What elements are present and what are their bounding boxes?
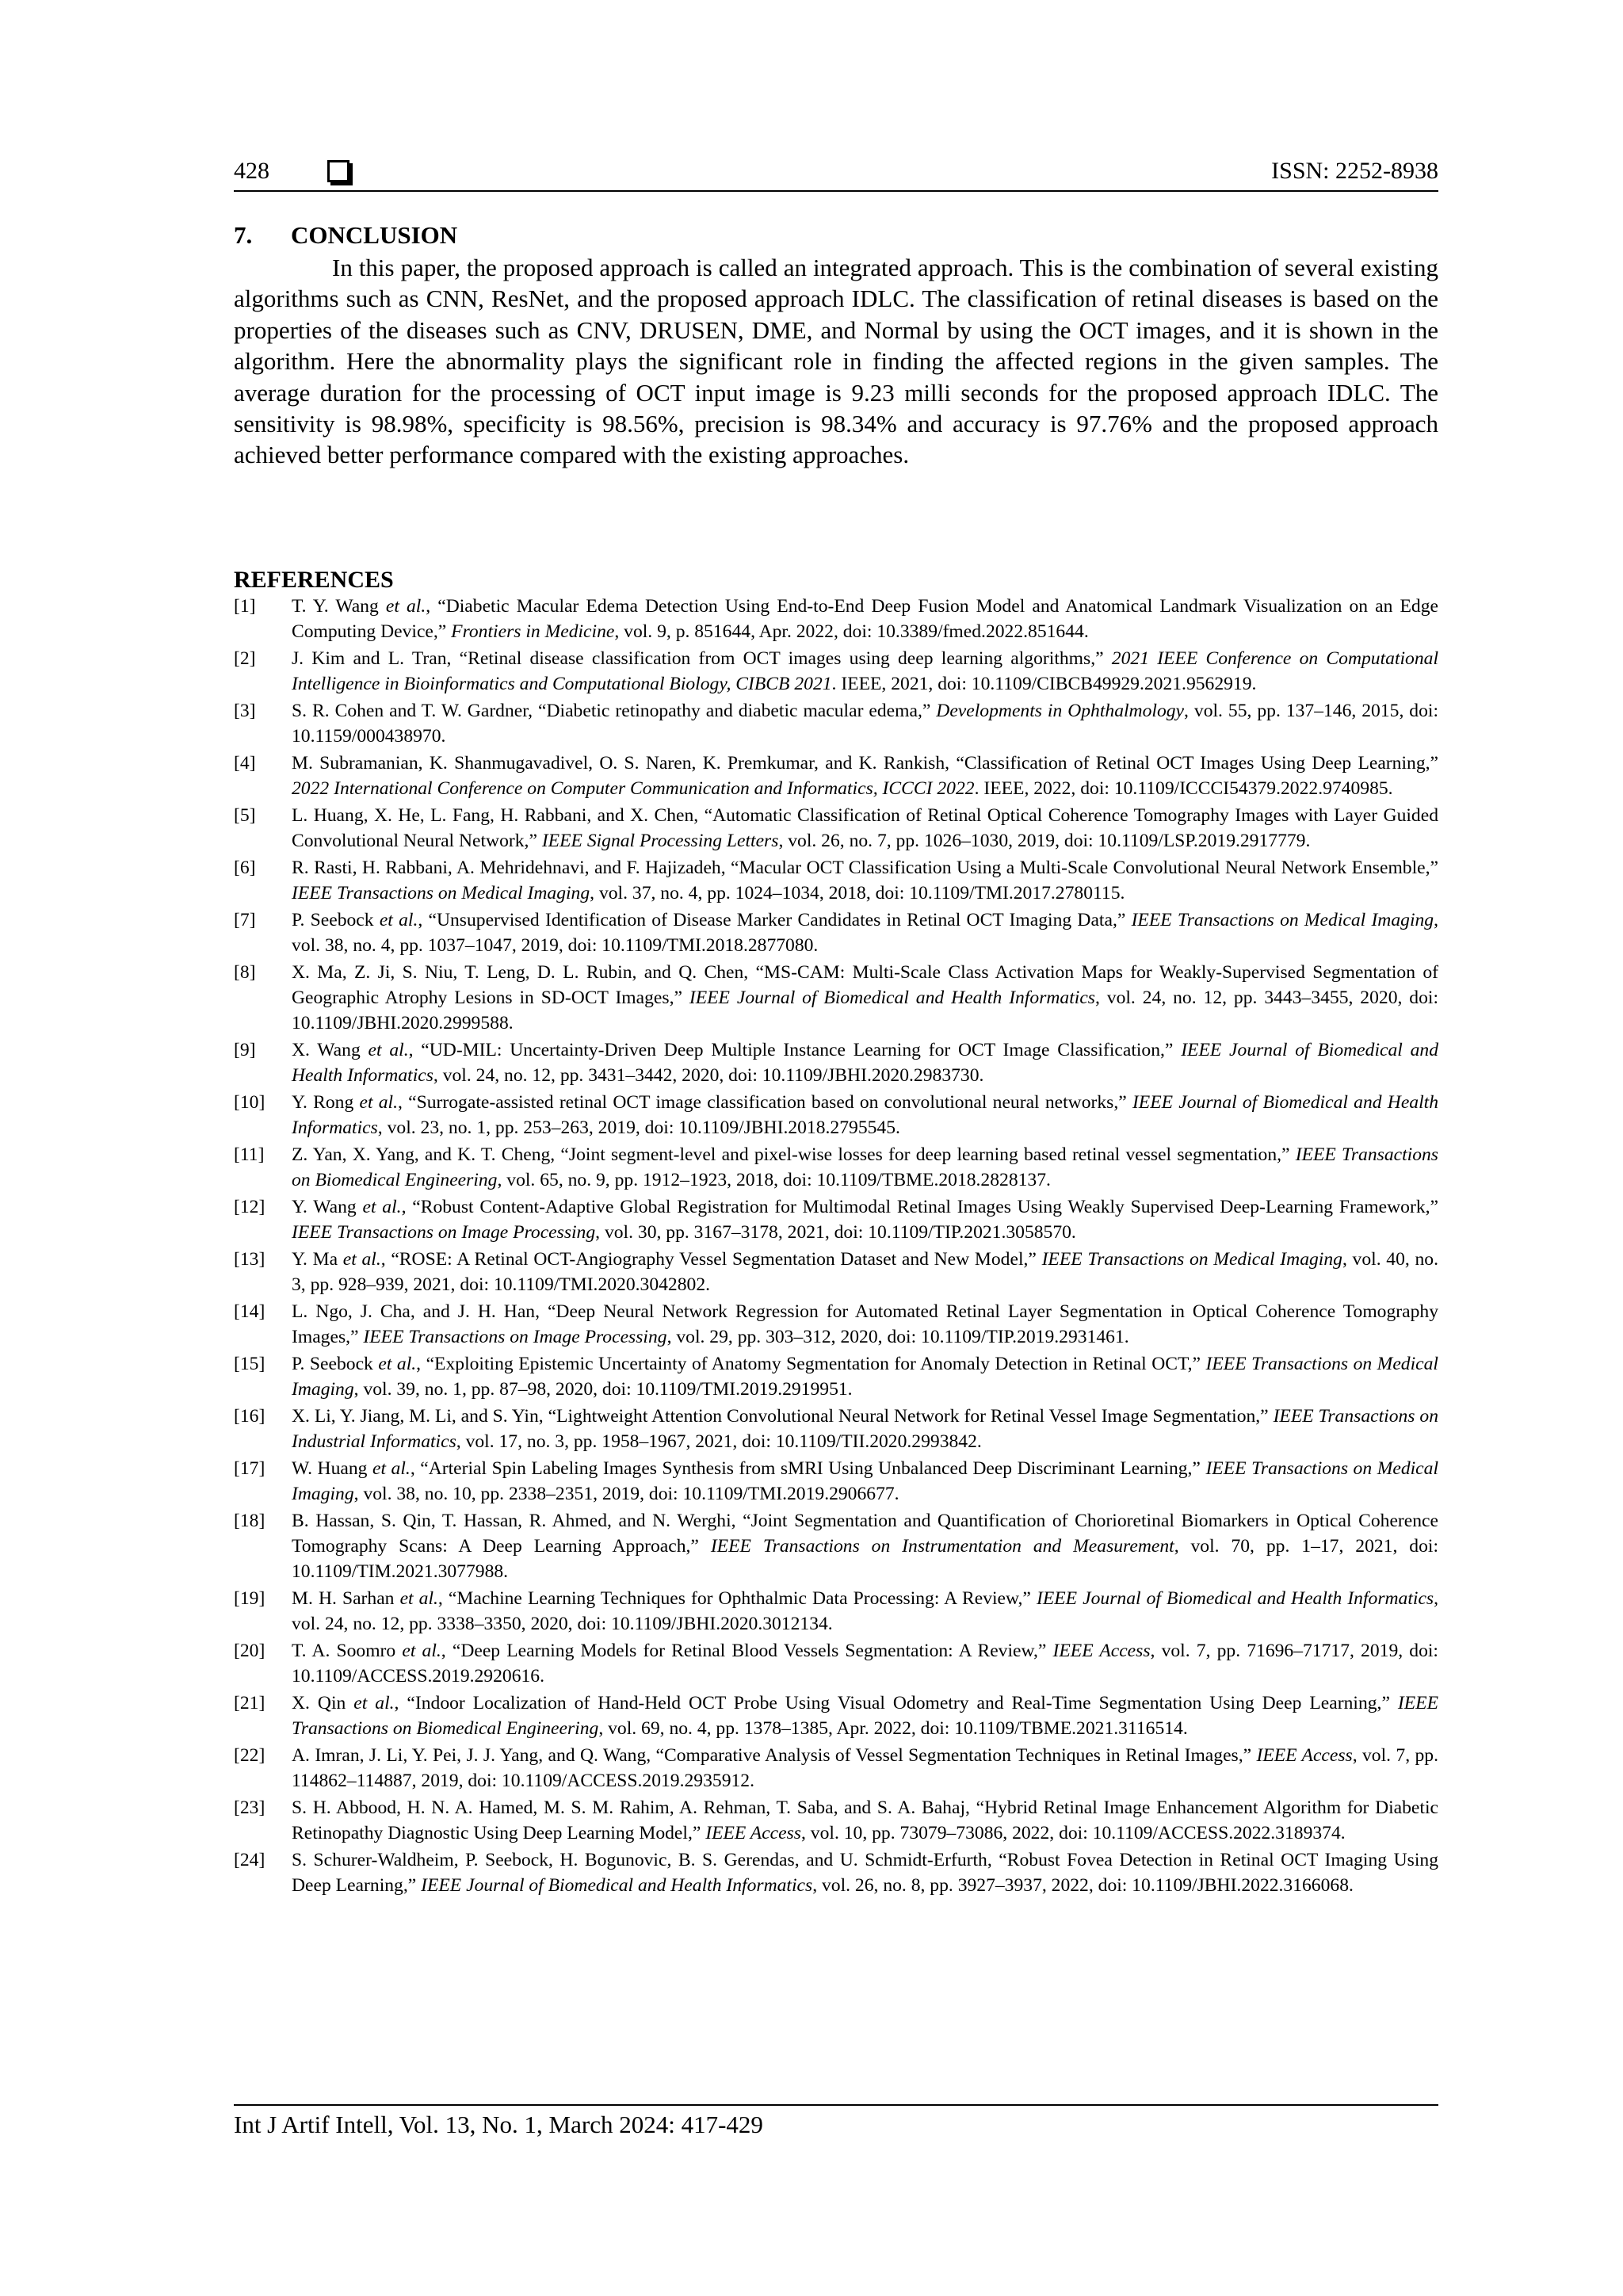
reference-details: , vol. 69, no. 4, pp. 1378–1385, Apr. 2022, doi: 10.1109/TBME.2021.3116514. xyxy=(598,1718,1188,1739)
reference-authors: M. Subramanian, K. Shanmugavadivel, O. S. Naren, K. Premkumar, and K. Rankish, “Classification of Retinal OCT Images Using Deep Learning,” xyxy=(292,753,1438,774)
section-number: 7. xyxy=(234,221,253,249)
reference-number: [19] xyxy=(234,1588,265,1609)
reference-number: [9] xyxy=(234,1040,256,1060)
reference-etal: et al. xyxy=(368,1040,409,1060)
reference-venue: IEEE Transactions on Biomedical Engineering xyxy=(292,1693,1438,1739)
reference-authors: Y. Rong xyxy=(292,1092,360,1113)
reference-details: , vol. 24, no. 12, pp. 3431–3442, 2020, doi: 10.1109/JBHI.2020.2983730. xyxy=(433,1065,984,1086)
reference-text xyxy=(292,1743,1438,1794)
reference-text xyxy=(292,1404,1438,1454)
reference-number: [11] xyxy=(234,1144,265,1165)
reference-details: , vol. 7, pp. 114862–114887, 2019, doi: 10.1109/ACCESS.2019.2935912. xyxy=(292,1745,1438,1791)
reference-item xyxy=(234,1037,1438,1088)
reference-number: [17] xyxy=(234,1458,265,1479)
reference-number: [7] xyxy=(234,910,256,930)
reference-number: [12] xyxy=(234,1197,265,1217)
reference-authors: W. Huang xyxy=(292,1458,372,1479)
reference-authors: Z. Yan, X. Yang, and K. T. Cheng, “Joint segment-level and pixel-wise losses for deep learning based retinal vessel segmentation,” xyxy=(292,1144,1296,1165)
reference-title: , “Indoor Localization of Hand-Held OCT Probe Using Visual Odometry and Real-Time Segmentation Using Deep Learning,” xyxy=(394,1693,1398,1713)
reference-authors: L. Huang, X. He, L. Fang, H. Rabbani, and X. Chen, “Automatic Classification of Retinal Optical Coherence Tomography Images with Layer Guided Convolutional Neural Network,” xyxy=(292,805,1438,851)
reference-number: [3] xyxy=(234,701,256,721)
reference-venue: Developments in Ophthalmology xyxy=(936,701,1185,721)
reference-details: , vol. 37, no. 4, pp. 1024–1034, 2018, doi: 10.1109/TMI.2017.2780115. xyxy=(590,883,1125,904)
reference-item xyxy=(234,751,1438,801)
reference-venue: IEEE Transactions on Instrumentation and Measurement xyxy=(710,1536,1174,1557)
reference-authors: A. Imran, J. Li, Y. Pei, J. J. Yang, and Q. Wang, “Comparative Analysis of Vessel Segmentation Techniques in Retinal Images,” xyxy=(292,1745,1257,1766)
reference-venue: IEEE Transactions on Biomedical Engineering xyxy=(292,1144,1438,1190)
reference-authors: Y. Ma xyxy=(292,1249,343,1270)
reference-details: , vol. 26, no. 7, pp. 1026–1030, 2019, doi: 10.1109/LSP.2019.2917779. xyxy=(778,831,1311,851)
reference-number: [8] xyxy=(234,962,256,983)
reference-item xyxy=(234,855,1438,906)
reference-title: , “Diabetic Macular Edema Detection Using End-to-End Deep Fusion Model and Anatomical Landmark Visualization on an Edge Computing Device,” xyxy=(292,596,1438,642)
reference-text xyxy=(292,1456,1438,1507)
reference-venue: 2022 International Conference on Computer Communication and Informatics, ICCCI 2022 xyxy=(292,778,975,799)
section-title: CONCLUSION xyxy=(291,221,458,249)
issn-label: ISSN: 2252-8938 xyxy=(1271,158,1438,184)
reference-venue: IEEE Transactions on Medical Imaging xyxy=(1041,1249,1342,1270)
reference-item xyxy=(234,1508,1438,1584)
reference-details: , vol. 70, pp. 1–17, 2021, doi: 10.1109/TIM.2021.3077988. xyxy=(292,1536,1438,1582)
reference-authors: R. Rasti, H. Rabbani, A. Mehridehnavi, and F. Hajizadeh, “Macular OCT Classification Using a Multi-Scale Convolutional Neural Network Ensemble,” xyxy=(292,858,1438,878)
reference-item xyxy=(234,1586,1438,1637)
page-footer: Int J Artif Intell, Vol. 13, No. 1, March 2024: 417-429 xyxy=(234,2111,763,2138)
reference-item xyxy=(234,803,1438,854)
reference-venue: IEEE Access xyxy=(705,1823,801,1843)
reference-item xyxy=(234,594,1438,644)
reference-item xyxy=(234,960,1438,1036)
reference-number: [5] xyxy=(234,805,256,826)
reference-details: , vol. 26, no. 8, pp. 3927–3937, 2022, doi: 10.1109/JBHI.2022.3166068. xyxy=(812,1875,1354,1896)
reference-etal: et al. xyxy=(372,1458,411,1479)
reference-text xyxy=(292,1586,1438,1637)
reference-item xyxy=(234,1142,1438,1193)
reference-details: , vol. 39, no. 1, pp. 87–98, 2020, doi: 10.1109/TMI.2019.2919951. xyxy=(353,1379,853,1400)
reference-venue: IEEE Journal of Biomedical and Health Informatics xyxy=(1036,1588,1434,1609)
reference-venue: IEEE Journal of Biomedical and Health Informatics xyxy=(292,1092,1438,1138)
reference-item xyxy=(234,1194,1438,1245)
reference-details: . IEEE, 2021, doi: 10.1109/CIBCB49929.2021.9562919. xyxy=(831,674,1257,694)
reference-text xyxy=(292,1194,1438,1245)
reference-text xyxy=(292,1142,1438,1193)
reference-authors: S. H. Abbood, H. N. A. Hamed, M. S. M. Rahim, A. Rehman, T. Saba, and S. A. Bahaj, “Hybrid Retinal Image Enhancement Algorithm for Diabetic Retinopathy Diagnostic Using Deep Learning Model,” xyxy=(292,1797,1438,1843)
reference-etal: et al. xyxy=(385,596,426,617)
reference-details: , vol. 38, no. 10, pp. 2338–2351, 2019, doi: 10.1109/TMI.2019.2906677. xyxy=(353,1484,899,1504)
reference-item xyxy=(234,646,1438,697)
reference-etal: et al. xyxy=(402,1641,441,1661)
reference-number: [20] xyxy=(234,1641,265,1661)
page-header xyxy=(234,155,1438,187)
reference-details: , vol. 24, no. 12, pp. 3338–3350, 2020, doi: 10.1109/JBHI.2020.3012134. xyxy=(292,1588,1439,1634)
reference-title: , “Machine Learning Techniques for Ophthalmic Data Processing: A Review,” xyxy=(437,1588,1037,1609)
references-heading: REFERENCES xyxy=(234,567,394,593)
reference-text xyxy=(292,1247,1438,1297)
reference-item xyxy=(234,1743,1438,1794)
reference-text xyxy=(292,1508,1438,1584)
reference-text xyxy=(292,1299,1438,1350)
reference-text xyxy=(292,698,1438,749)
reference-details: , vol. 17, no. 3, pp. 1958–1967, 2021, doi: 10.1109/TII.2020.2993842. xyxy=(456,1431,982,1452)
reference-authors: X. Wang xyxy=(292,1040,369,1060)
reference-number: [6] xyxy=(234,858,256,878)
reference-venue: IEEE Journal of Biomedical and Health Informatics xyxy=(421,1875,813,1896)
reference-venue: IEEE Transactions on Medical Imaging xyxy=(292,1354,1438,1400)
reference-title: , “UD-MIL: Uncertainty-Driven Deep Multiple Instance Learning for OCT Image Classification,” xyxy=(408,1040,1182,1060)
reference-title: , “Deep Learning Models for Retinal Blood Vessels Segmentation: A Review,” xyxy=(441,1641,1053,1661)
reference-details: , vol. 55, pp. 137–146, 2015, doi: 10.1159/000438970. xyxy=(292,701,1439,747)
reference-details: , vol. 10, pp. 73079–73086, 2022, doi: 10.1109/ACCESS.2022.3189374. xyxy=(801,1823,1346,1843)
reference-etal: et al. xyxy=(359,1092,399,1113)
reference-number: [15] xyxy=(234,1354,265,1374)
reference-text xyxy=(292,1690,1438,1741)
reference-text xyxy=(292,907,1438,958)
reference-details: , vol. 9, p. 851644, Apr. 2022, doi: 10.3389/fmed.2022.851644. xyxy=(614,621,1089,642)
reference-authors: M. H. Sarhan xyxy=(292,1588,400,1609)
reference-text xyxy=(292,1351,1438,1402)
reference-number: [10] xyxy=(234,1092,265,1113)
reference-text xyxy=(292,1037,1438,1088)
reference-venue: Frontiers in Medicine xyxy=(451,621,615,642)
reference-authors: X. Qin xyxy=(292,1693,354,1713)
reference-text xyxy=(292,1795,1438,1846)
reference-venue: IEEE Journal of Biomedical and Health Informatics xyxy=(689,988,1095,1008)
reference-number: [24] xyxy=(234,1850,265,1870)
reference-number: [21] xyxy=(234,1693,265,1713)
reference-details: , vol. 29, pp. 303–312, 2020, doi: 10.1109/TIP.2019.2931461. xyxy=(666,1327,1129,1347)
reference-details: , vol. 7, pp. 71696–71717, 2019, doi: 10.1109/ACCESS.2019.2920616. xyxy=(292,1641,1438,1687)
reference-text xyxy=(292,855,1438,906)
reference-number: [18] xyxy=(234,1511,265,1531)
reference-details: , vol. 65, no. 9, pp. 1912–1923, 2018, doi: 10.1109/TBME.2018.2828137. xyxy=(497,1170,1051,1190)
reference-title: , “Surrogate-assisted retinal OCT image classification based on convolutional neural networks,” xyxy=(398,1092,1132,1113)
reference-details: , vol. 40, no. 3, pp. 928–939, 2021, doi: 10.1109/TMI.2020.3042802. xyxy=(292,1249,1438,1295)
reference-authors: T. A. Soomro xyxy=(292,1641,403,1661)
reference-authors: S. Schurer-Waldheim, P. Seebock, H. Bogunovic, B. S. Gerendas, and U. Schmidt-Erfurth, “Robust Fovea Detection in Retinal OCT Imaging Using Deep Learning,” xyxy=(292,1850,1438,1896)
reference-details: , vol. 38, no. 4, pp. 1037–1047, 2019, doi: 10.1109/TMI.2018.2877080. xyxy=(292,910,1438,956)
reference-text xyxy=(292,646,1438,697)
reference-authors: P. Seebock xyxy=(292,1354,379,1374)
section-heading-conclusion xyxy=(234,220,457,251)
reference-text xyxy=(292,960,1438,1036)
reference-number: [4] xyxy=(234,753,256,774)
reference-authors: Y. Wang xyxy=(292,1197,363,1217)
conclusion-paragraph: In this paper, the proposed approach is called an integrated approach. This is the combination of several existing algorithms such as CNN, ResNet, and the proposed approach IDLC. The classification of retinal diseases is based on the properties of the diseases such as CNV, DRUSEN, DME, and Normal by using the OCT images, and it is shown in the algorithm. Here the abnormality plays the significant role in finding the affected regions in the given samples. The average duration for the processing of OCT input image is 9.23 milli seconds for the proposed approach IDLC. The sensitivity is 98.98%, specificity is 98.56%, precision is 98.34% and accuracy is 97.76% and the proposed approach achieved better performance compared with the existing approaches. xyxy=(234,254,1438,469)
reference-title: , “Unsupervised Identification of Disease Marker Candidates in Retinal OCT Imaging Data,” xyxy=(418,910,1132,930)
reference-item xyxy=(234,1638,1438,1689)
reference-list xyxy=(234,594,1438,1900)
reference-etal: et al. xyxy=(399,1588,438,1609)
reference-venue: IEEE Transactions on Image Processing xyxy=(363,1327,667,1347)
reference-text xyxy=(292,1638,1438,1689)
reference-venue: IEEE Signal Processing Letters xyxy=(541,831,779,851)
reference-title: , “ROSE: A Retinal OCT-Angiography Vessel Segmentation Dataset and New Model,” xyxy=(380,1249,1042,1270)
reference-authors: X. Li, Y. Jiang, M. Li, and S. Yin, “Lightweight Attention Convolutional Neural Network for Retinal Vessel Image Segmentation,” xyxy=(292,1406,1274,1427)
reference-venue: IEEE Transactions on Image Processing xyxy=(292,1222,596,1243)
reference-text xyxy=(292,594,1438,644)
reference-item xyxy=(234,1404,1438,1454)
reference-details: , vol. 30, pp. 3167–3178, 2021, doi: 10.1109/TIP.2021.3058570. xyxy=(595,1222,1076,1243)
reference-etal: et al. xyxy=(378,1354,417,1374)
header-divider xyxy=(234,190,1438,192)
reference-text xyxy=(292,751,1438,801)
reference-item xyxy=(234,698,1438,749)
reference-authors: S. R. Cohen and T. W. Gardner, “Diabetic retinopathy and diabetic macular edema,” xyxy=(292,701,937,721)
reference-details: . IEEE, 2022, doi: 10.1109/ICCCI54379.2022.9740985. xyxy=(974,778,1393,799)
reference-title: , “Arterial Spin Labeling Images Synthesis from sMRI Using Unbalanced Deep Discriminant Learning,” xyxy=(410,1458,1206,1479)
reference-number: [2] xyxy=(234,648,256,669)
reference-details: , vol. 24, no. 12, pp. 3443–3455, 2020, doi: 10.1109/JBHI.2020.2999588. xyxy=(292,988,1439,1033)
footer-divider xyxy=(234,2104,1438,2106)
reference-text xyxy=(292,803,1438,854)
reference-item xyxy=(234,1847,1438,1898)
reference-venue: 2021 IEEE Conference on Computational Intelligence in Bioinformatics and Computational Biology, CIBCB 2021 xyxy=(292,648,1438,694)
reference-authors: P. Seebock xyxy=(292,910,380,930)
reference-number: [22] xyxy=(234,1745,265,1766)
reference-authors: X. Ma, Z. Ji, S. Niu, T. Leng, D. L. Rubin, and Q. Chen, “MS-CAM: Multi-Scale Class Activation Maps for Weakly-Supervised Segmentation of Geographic Atrophy Lesions in SD-OCT Images,” xyxy=(292,962,1438,1008)
reference-authors: T. Y. Wang xyxy=(292,596,386,617)
reference-venue: IEEE Transactions on Industrial Informatics xyxy=(292,1406,1438,1452)
reference-authors: L. Ngo, J. Cha, and J. H. Han, “Deep Neural Network Regression for Automated Retinal Layer Segmentation in Optical Coherence Tomography Images,” xyxy=(292,1301,1438,1347)
reference-venue: IEEE Access xyxy=(1256,1745,1353,1766)
reference-number: [13] xyxy=(234,1249,265,1270)
reference-etal: et al. xyxy=(353,1693,395,1713)
reference-item xyxy=(234,1247,1438,1297)
reference-number: [1] xyxy=(234,596,256,617)
reference-item xyxy=(234,1795,1438,1846)
reference-venue: IEEE Access xyxy=(1052,1641,1151,1661)
reference-etal: et al. xyxy=(362,1197,402,1217)
reference-venue: IEEE Journal of Biomedical and Health Informatics xyxy=(292,1040,1438,1086)
reference-details: , vol. 23, no. 1, pp. 253–263, 2019, doi: 10.1109/JBHI.2018.2795545. xyxy=(377,1117,900,1138)
reference-authors: J. Kim and L. Tran, “Retinal disease classification from OCT images using deep learning algorithms,” xyxy=(292,648,1112,669)
reference-item xyxy=(234,1090,1438,1140)
reference-title: , “Exploiting Epistemic Uncertainty of Anatomy Segmentation for Anomaly Detection in Retinal OCT,” xyxy=(416,1354,1206,1374)
reference-number: [16] xyxy=(234,1406,265,1427)
reference-item xyxy=(234,1299,1438,1350)
reference-item xyxy=(234,1456,1438,1507)
reference-item xyxy=(234,1351,1438,1402)
reference-venue: IEEE Transactions on Medical Imaging xyxy=(1131,910,1434,930)
reference-item xyxy=(234,1690,1438,1741)
reference-text xyxy=(292,1090,1438,1140)
reference-number: [14] xyxy=(234,1301,265,1322)
reference-text xyxy=(292,1847,1438,1898)
reference-title: , “Robust Content-Adaptive Global Registration for Multimodal Retinal Images Using Weakly Supervised Deep-Learning Framework,” xyxy=(401,1197,1438,1217)
reference-venue: IEEE Transactions on Medical Imaging xyxy=(292,1458,1438,1504)
reference-etal: et al. xyxy=(379,910,418,930)
reference-authors: B. Hassan, S. Qin, T. Hassan, R. Ahmed, and N. Werghi, “Joint Segmentation and Quantification of Chorioretinal Biomarkers in Optical Coherence Tomography Scans: A Deep Learning Approach,” xyxy=(292,1511,1438,1557)
page-number: 428 xyxy=(234,158,269,184)
reference-number: [23] xyxy=(234,1797,265,1818)
reference-item xyxy=(234,907,1438,958)
reference-venue: IEEE Transactions on Medical Imaging xyxy=(292,883,590,904)
reference-etal: et al. xyxy=(342,1249,381,1270)
square-bullet-icon xyxy=(327,160,349,182)
